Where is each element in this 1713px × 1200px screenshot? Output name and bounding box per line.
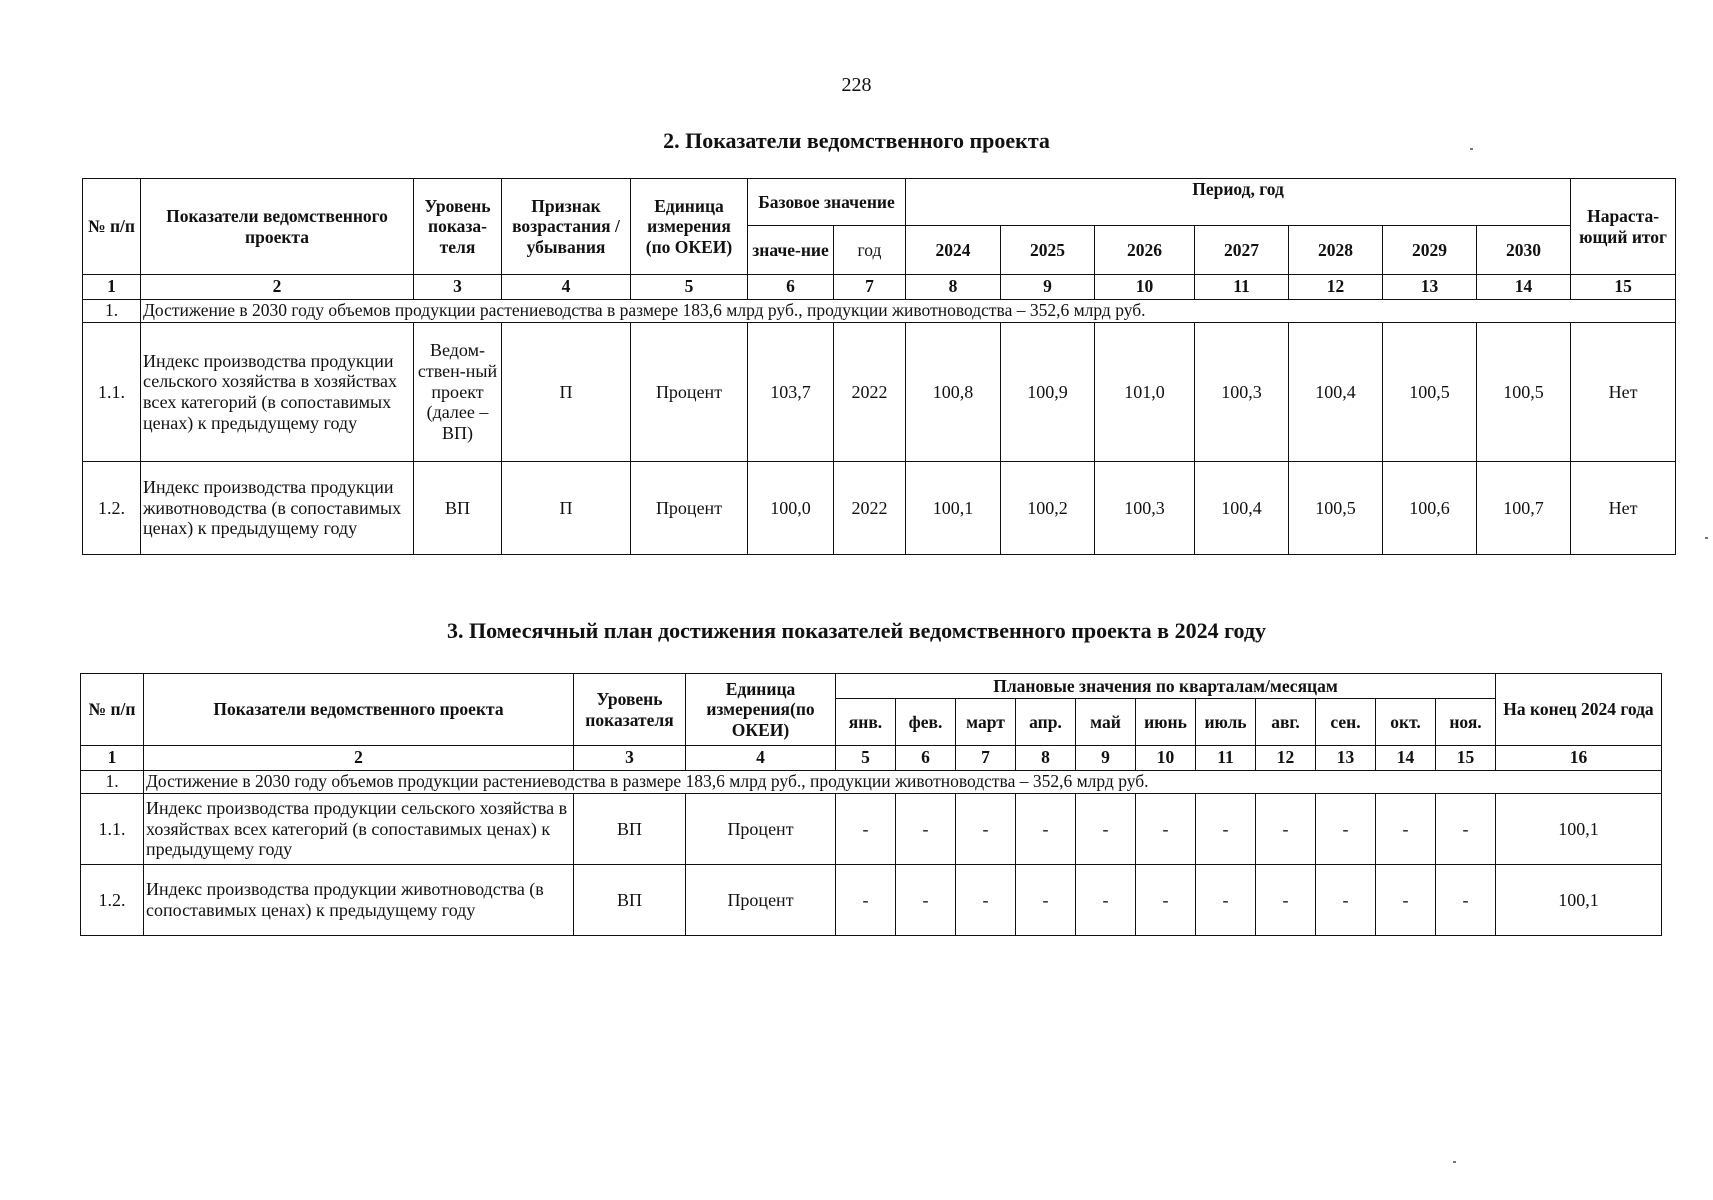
column-number: 12 bbox=[1256, 746, 1316, 771]
row-base-year: 2022 bbox=[834, 323, 906, 462]
row-indicator: Индекс производства продукции сельского хозяйства в хозяйствах всех категорий (в сопоставимых ценах) к предыдущему году bbox=[141, 323, 414, 462]
row-month-value: - bbox=[1016, 865, 1076, 936]
header-indicator: Показатели ведомственного проекта bbox=[141, 179, 414, 275]
row-base-value: 103,7 bbox=[748, 323, 834, 462]
header-num: № п/п bbox=[81, 674, 144, 746]
column-number: 13 bbox=[1383, 275, 1477, 300]
row-month-value: - bbox=[896, 865, 956, 936]
column-number: 13 bbox=[1316, 746, 1376, 771]
row-base-year: 2022 bbox=[834, 462, 906, 555]
header-indicator: Показатели ведомственного проекта bbox=[144, 674, 574, 746]
row-month-value: - bbox=[1196, 865, 1256, 936]
column-number: 2 bbox=[141, 275, 414, 300]
header-year: 2028 bbox=[1289, 226, 1383, 275]
header-month: июнь bbox=[1136, 699, 1196, 746]
row-month-value: - bbox=[1136, 865, 1196, 936]
section-title-monthly-plan: 3. Помесячный план достижения показателей ведомственного проекта в 2024 году bbox=[446, 618, 1267, 643]
row-month-value: - bbox=[1376, 794, 1436, 865]
scan-speck bbox=[1453, 1161, 1456, 1163]
goal-text: Достижение в 2030 году объемов продукции растениеводства в размере 183,6 млрд руб., продукции животноводства – 352,6 млрд руб. bbox=[141, 300, 1676, 323]
row-sign: П bbox=[502, 462, 631, 555]
header-base-value: значе-ние bbox=[748, 226, 834, 275]
table-row bbox=[81, 794, 1662, 865]
row-value-2028: 100,4 bbox=[1289, 323, 1383, 462]
header-unit: Единица измерения(по ОКЕИ) bbox=[686, 674, 836, 746]
header-base: Базовое значение bbox=[748, 179, 906, 226]
column-number: 8 bbox=[1016, 746, 1076, 771]
header-month: фев. bbox=[896, 699, 956, 746]
row-value-2026: 101,0 bbox=[1095, 323, 1195, 462]
scan-speck bbox=[1705, 537, 1708, 539]
row-month-value: - bbox=[1196, 794, 1256, 865]
row-value-2028: 100,5 bbox=[1289, 462, 1383, 555]
column-number: 11 bbox=[1196, 746, 1256, 771]
column-number: 15 bbox=[1571, 275, 1676, 300]
row-month-value: - bbox=[896, 794, 956, 865]
row-indicator: Индекс производства продукции сельского хозяйства в хозяйствах всех категорий (в сопоставимых ценах) к предыдущему году bbox=[144, 794, 574, 865]
column-number: 5 bbox=[836, 746, 896, 771]
row-value-2027: 100,3 bbox=[1195, 323, 1289, 462]
column-number: 8 bbox=[906, 275, 1001, 300]
row-value-2030: 100,7 bbox=[1477, 462, 1571, 555]
header-year: 2026 bbox=[1095, 226, 1195, 275]
table-row bbox=[81, 865, 1662, 936]
header-month: авг. bbox=[1256, 699, 1316, 746]
column-number: 15 bbox=[1436, 746, 1496, 771]
row-month-value: - bbox=[956, 865, 1016, 936]
row-month-value: - bbox=[1436, 865, 1496, 936]
row-value-2027: 100,4 bbox=[1195, 462, 1289, 555]
row-month-value: - bbox=[956, 794, 1016, 865]
column-number: 6 bbox=[896, 746, 956, 771]
header-month: апр. bbox=[1016, 699, 1076, 746]
header-year: 2025 bbox=[1001, 226, 1095, 275]
row-base-value: 100,0 bbox=[748, 462, 834, 555]
row-month-value: - bbox=[1016, 794, 1076, 865]
column-number: 14 bbox=[1376, 746, 1436, 771]
column-number: 4 bbox=[686, 746, 836, 771]
header-year: 2029 bbox=[1383, 226, 1477, 275]
row-month-value: - bbox=[1376, 865, 1436, 936]
row-value-2025: 100,9 bbox=[1001, 323, 1095, 462]
row-unit: Процент bbox=[686, 794, 836, 865]
row-value-2024: 100,1 bbox=[906, 462, 1001, 555]
header-level: Уровень показа-теля bbox=[414, 179, 502, 275]
row-end-of-year: 100,1 bbox=[1496, 865, 1662, 936]
column-number: 4 bbox=[502, 275, 631, 300]
goal-row bbox=[83, 300, 1676, 323]
page-number: 228 bbox=[841, 74, 872, 96]
row-cumulative: Нет bbox=[1571, 462, 1676, 555]
row-month-value: - bbox=[1076, 794, 1136, 865]
header-end-of-year: На конец 2024 года bbox=[1496, 674, 1662, 746]
project-indicators-table bbox=[82, 178, 1676, 555]
row-indicator: Индекс производства продукции животноводства (в сопоставимых ценах) к предыдущему году bbox=[144, 865, 574, 936]
table-row bbox=[83, 462, 1676, 555]
row-month-value: - bbox=[836, 865, 896, 936]
goal-row bbox=[81, 771, 1662, 794]
header-period: Период, год bbox=[906, 179, 1571, 226]
header-level: Уровень показателя bbox=[574, 674, 686, 746]
row-value-2029: 100,6 bbox=[1383, 462, 1477, 555]
row-num: 1.2. bbox=[83, 462, 141, 555]
header-year: 2024 bbox=[906, 226, 1001, 275]
column-number: 7 bbox=[834, 275, 906, 300]
column-number: 10 bbox=[1095, 275, 1195, 300]
row-unit: Процент bbox=[631, 323, 748, 462]
header-month: март bbox=[956, 699, 1016, 746]
header-month: янв. bbox=[836, 699, 896, 746]
header-sign: Признак возрастания / убывания bbox=[502, 179, 631, 275]
row-end-of-year: 100,1 bbox=[1496, 794, 1662, 865]
column-number: 5 bbox=[631, 275, 748, 300]
column-number: 14 bbox=[1477, 275, 1571, 300]
header-month: сен. bbox=[1316, 699, 1376, 746]
header-month: ноя. bbox=[1436, 699, 1496, 746]
row-num: 1.1. bbox=[81, 794, 144, 865]
header-year: 2030 bbox=[1477, 226, 1571, 275]
row-month-value: - bbox=[1076, 865, 1136, 936]
table-row bbox=[83, 323, 1676, 462]
row-level: ВП bbox=[414, 462, 502, 555]
column-number: 11 bbox=[1195, 275, 1289, 300]
row-indicator: Индекс производства продукции животноводства (в сопоставимых ценах) к предыдущему году bbox=[141, 462, 414, 555]
row-month-value: - bbox=[1136, 794, 1196, 865]
row-sign: П bbox=[502, 323, 631, 462]
column-number: 3 bbox=[414, 275, 502, 300]
header-cumulative: Нараста-ющий итог bbox=[1571, 179, 1676, 275]
scan-speck bbox=[1470, 148, 1473, 150]
header-planned: Плановые значения по кварталам/месяцам bbox=[836, 674, 1496, 699]
row-value-2026: 100,3 bbox=[1095, 462, 1195, 555]
header-month: июль bbox=[1196, 699, 1256, 746]
column-number: 2 bbox=[144, 746, 574, 771]
goal-text: Достижение в 2030 году объемов продукции растениеводства в размере 183,6 млрд руб., продукции животноводства – 352,6 млрд руб. bbox=[144, 771, 1662, 794]
row-value-2029: 100,5 bbox=[1383, 323, 1477, 462]
row-unit: Процент bbox=[631, 462, 748, 555]
column-number: 6 bbox=[748, 275, 834, 300]
row-month-value: - bbox=[1256, 865, 1316, 936]
goal-num: 1. bbox=[83, 300, 141, 323]
column-number: 1 bbox=[81, 746, 144, 771]
goal-num: 1. bbox=[81, 771, 144, 794]
row-month-value: - bbox=[1256, 794, 1316, 865]
header-unit: Единица измерения (по ОКЕИ) bbox=[631, 179, 748, 275]
row-level: ВП bbox=[574, 865, 686, 936]
column-number: 7 bbox=[956, 746, 1016, 771]
header-base-year: год bbox=[834, 226, 906, 275]
column-number: 10 bbox=[1136, 746, 1196, 771]
row-month-value: - bbox=[1316, 865, 1376, 936]
row-value-2024: 100,8 bbox=[906, 323, 1001, 462]
header-num: № п/п bbox=[83, 179, 141, 275]
header-year: 2027 bbox=[1195, 226, 1289, 275]
row-unit: Процент bbox=[686, 865, 836, 936]
column-number: 9 bbox=[1001, 275, 1095, 300]
row-level: Ведом-ствен-ный проект (далее – ВП) bbox=[414, 323, 502, 462]
row-num: 1.2. bbox=[81, 865, 144, 936]
row-cumulative: Нет bbox=[1571, 323, 1676, 462]
monthly-plan-table bbox=[80, 673, 1662, 936]
row-month-value: - bbox=[1316, 794, 1376, 865]
header-month: окт. bbox=[1376, 699, 1436, 746]
row-value-2025: 100,2 bbox=[1001, 462, 1095, 555]
column-number: 12 bbox=[1289, 275, 1383, 300]
section-title-project-indicators: 2. Показатели ведомственного проекта bbox=[663, 128, 1050, 153]
row-num: 1.1. bbox=[83, 323, 141, 462]
row-value-2030: 100,5 bbox=[1477, 323, 1571, 462]
header-month: май bbox=[1076, 699, 1136, 746]
column-number: 1 bbox=[83, 275, 141, 300]
column-number: 9 bbox=[1076, 746, 1136, 771]
column-number: 3 bbox=[574, 746, 686, 771]
row-level: ВП bbox=[574, 794, 686, 865]
row-month-value: - bbox=[1436, 794, 1496, 865]
column-number: 16 bbox=[1496, 746, 1662, 771]
row-month-value: - bbox=[836, 794, 896, 865]
